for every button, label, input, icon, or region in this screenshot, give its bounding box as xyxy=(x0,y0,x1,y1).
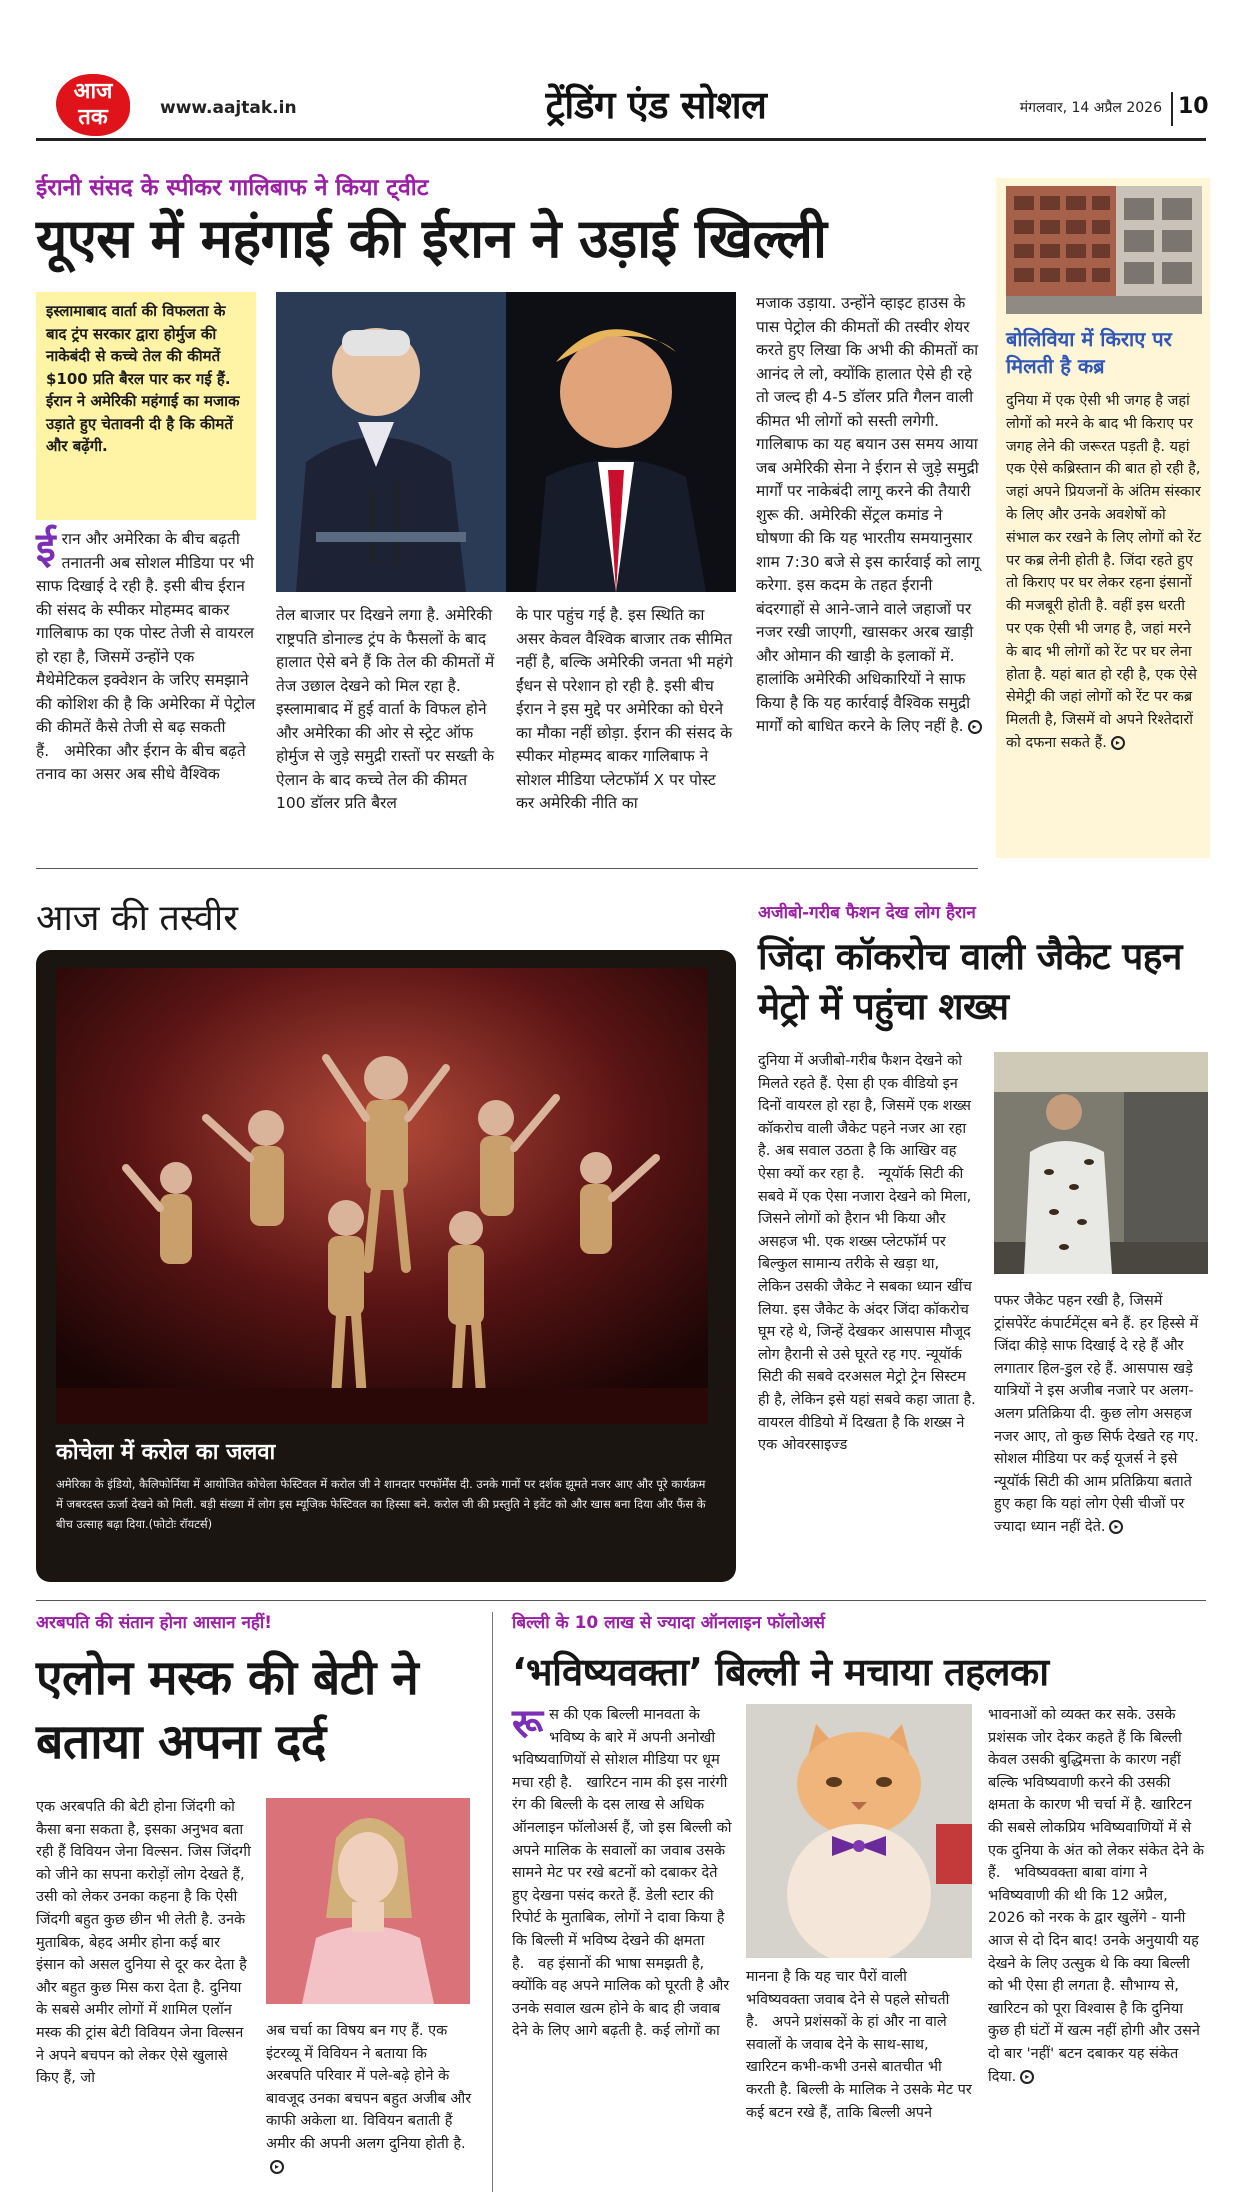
cat-col-1-text: स की एक बिल्ली मानवता के भविष्य के बारे में अपनी अनोखी भविष्यवाणियों से सोशल मीडिया पर धूम मचा रही है. खारिटन नाम की इस नारंगी रंग की बिल्ली के दस लाख से अधिक ऑनलाइन फॉलोअर्स हैं, जो इस बिल्ली को अपने मालिक के सवालों का जवाब उसके सामने मेट पर रखे बटनों को दबाकर देते हुए देखना पसंद करते हैं. डेली स्टार की रिपोर्ट के मुताबिक, लोगों ने दावा किया है कि बिल्ली में भविष्य देखने की क्षमता है. वह इंसानों की भाषा समझती है, क्योंकि वह अपने मालिक को घूरती है और उनके सवाल खत्म होने के बाद ही जवाब देने के लिए आगे बढ़ती है. कई लोगों का xyxy=(512,1707,732,2040)
picture-caption-title: कोचेला में करोल का जलवा xyxy=(56,1440,276,1465)
lead-col-1-text: रान और अमेरिका के बीच बढ़ती तनातनी अब सोशल मीडिया पर भी साफ दिखाई दे रही है. इसी बीच ईरान की संसद के स्पीकर मोहम्मद बाकर गालिबाफ का एक पोस्ट तेजी से वायरल हो रहा है, जिसमें उन्होंने एक मैथेमेटिकल इक्वेशन के जरिए समझाने की कोशिश की है कि अमेरिका में पेट्रोल की कीमतें कैसे तेजी से बढ़ सकती हैं. अमेरिका और ईरान के बीच बढ़ते तनाव का असर अब सीधे वैश्विक xyxy=(36,530,256,783)
page-number: 10 xyxy=(1178,94,1209,119)
sidebar-body xyxy=(1006,390,1202,755)
cemetery-photo xyxy=(1006,186,1202,314)
jacket-col-2-text: पफर जैकेट पहन रखी है, जिसमें ट्रांसपेरेंट कंपार्टमेंट्स बने हैं. हर हिस्से में जिंदा कीड़े साफ दिखाई दे रहे हैं और लगातार हिल-डुल रहे हैं. आसपास खड़े यात्रियों ने इस अजीब नजारे पर अलग-अलग प्रतिक्रिया दी. कुछ लोग असहज नजर आए, तो कुछ सिर्फ देखते रह गए. सोशल मीडिया पर कई यूजर्स ने इसे न्यूयॉर्क सिटी की आम प्रतिक्रिया बताते हुए कहा कि यहां लोग ऐसी चीजों पर ज्यादा ध्यान नहीं देते. xyxy=(994,1293,1199,1535)
aajtak-logo xyxy=(56,74,130,136)
cat-col-3-text: भावनाओं को व्यक्त कर सके. उसके प्रशंसक जोर देकर कहते हैं कि बिल्ली केवल उसकी बुद्धिमत्ता के कारण नहीं बल्कि भविष्यवाणी करने की उसकी क्षमता के कारण भी चर्चा में है. खारिटन की सबसे लोकप्रिय भविष्यवाणियों में से एक दुनिया के अंत को लेकर संकेत देने के हैं. भविष्यवक्ता बाबा वांगा ने भविष्यवाणी की थी कि 12 अप्रैल, 2026 को नरक के द्वार खुलेंगे - यानी आज से दो दिन बाद! उनके अनुयायी यह देखने के लिए उत्सुक थे कि क्या बिल्ली को भी ऐसा ही लगता है. सौभाग्य से, खारिटन को पूरा विश्वास है कि दुनिया कुछ ही घंटों में खत्म नहीं होगी और उसने दो बार 'नहीं' बटन दबाकर यह संकेत दिया. xyxy=(988,1707,1205,2085)
musk-col-2 xyxy=(266,2020,472,2178)
karol-g-performance-image xyxy=(56,968,708,1424)
logo-text-bottom: तक xyxy=(78,105,108,130)
cat-col-2: मानना है कि यह चार पैरों वाली भविष्यवक्ता जवाब देने से पहले सोचती है. अपने प्रशंसकों के हां और ना वाले सवालों के जवाब देने के साथ-साथ, खारिटन कभी-कभी उनसे बातचीत भी करती है. बिल्ली के मालिक ने उसके मेट पर कई बटन रखे हैं, ताकि बिल्ली अपने xyxy=(746,1969,972,2121)
cat-headline: ‘भविष्यवक्ता’ बिल्ली ने मचाया तहलका xyxy=(512,1650,1049,1694)
lead-col-4 xyxy=(756,292,984,739)
musk-col-1: एक अरबपति की बेटी होना जिंदगी को कैसा बना सकता है, इसका अनुभव बता रही हैं विवियन जेना विल्सन. जिस जिंदगी को जीने का सपना करोड़ों लोग देखते हैं, उसी को लेकर उनका कहना है कि ऐसी जिंदगी बहुत कुछ छीन भी लेती है. उनके मुताबिक, बेहद अमीर होना कई बार इंसान को असल दुनिया से दूर कर देता है और बहुत कुछ मिस करा देता है. दुनिया के सबसे अमीर लोगों में शामिल एलॉन मस्क की ट्रांस बेटी विवियन जेना विल्सन ने अपने बचपन को लेकर ऐसे खुलासे किए हैं, जो xyxy=(36,1799,251,2087)
cat-col-3 xyxy=(988,1704,1206,2088)
logo-text-top: आज xyxy=(73,79,113,104)
lead-dropcap: ई xyxy=(36,525,56,571)
section-divider-1 xyxy=(36,868,978,869)
coachella-photo xyxy=(56,968,708,1424)
vertical-divider xyxy=(492,1612,493,2192)
issue-date: मंगलवार, 14 अप्रैल 2026 xyxy=(1019,100,1162,116)
jacket-col-1: दुनिया में अजीबो-गरीब फैशन देखने को मिलते रहते हैं. ऐसा ही एक वीडियो इन दिनों वायरल हो रहा है, जिसमें एक शख्स कॉकरोच वाली जैकेट पहने नजर आ रहा है. अब सवाल उठता है कि आखिर वह ऐसा क्यों कर रहा है. न्यूयॉर्क सिटी की सबवे में एक ऐसा नजारा देखने को मिला, जिसने लोगों को हैरान भी किया और असहज भी. एक शख्स प्लेटफॉर्म पर बिल्कुल सामान्य तरीके से खड़ा था, लेकिन उसकी जैकेट ने सबका ध्यान खींच लिया. इस जैकेट के अंदर जिंदा कॉकरोच घूम रहे थे, जिन्हें देखकर आसपास मौजूद लोग हैरानी से उसे घूरते रह गए. न्यूयॉर्क सिटी की सबवे दरअसल मेट्रो ट्रेन सिस्टम ही है, लेकिन इसे यहां सबवे कहा जाता है. वायरल वीडियो में दिखता है कि शख्स ने एक ओवरसाइज्ड xyxy=(758,1053,976,1454)
lead-col-3: के पार पहुंच गई है. इस स्थिति का असर केवल वैश्विक बाजार तक सीमित नहीं है, बल्कि अमेरिकी जनता भी महंगे ईंधन से परेशान हो रही है. इसी बीच ईरान ने इस मुद्दे पर अमेरिका को घेरने का मौका नहीं छोड़ा. ईरान की संसद के स्पीकर मोहम्मद बाकर गालिबाफ ने सोशल मीडिया प्लेटफॉर्म X पर पोस्ट कर अमेरिकी नीति का xyxy=(516,606,733,812)
cat-kicker: बिल्ली के 10 लाख से ज्यादा ऑनलाइन फॉलोअर्स xyxy=(512,1613,826,1633)
cemetery-niches-image xyxy=(1006,186,1202,314)
ghalibaf-trump-photo xyxy=(276,292,736,592)
cat-dropcap: रू xyxy=(512,1701,544,1747)
jacket-headline: जिंदा कॉकरोच वाली जैकेट पहन मेट्रो में पहुंचा शख्स xyxy=(758,935,1182,1028)
picture-section-title: आज की तस्वीर xyxy=(36,898,238,939)
lead-highlight-box xyxy=(36,292,256,520)
jacket-col-2 xyxy=(994,1290,1208,1539)
lead-headline: यूएस में महंगाई की ईरान ने उड़ाई खिल्ली xyxy=(36,207,827,270)
header-divider xyxy=(1171,92,1173,126)
site-url[interactable]: www.aajtak.in xyxy=(160,98,297,118)
sidebar-body-text: दुनिया में एक ऐसी भी जगह है जहां लोगों को मरने के बाद भी किराए पर जगह लेने की जरूरत पड़ती है. यहां एक ऐसे कब्रिस्तान की बात हो रही है, जहां अपने प्रियजनों के अंतिम संस्कार के लिए और उनके अवशेषों को संभाल कर रखने के लिए लोगों को रेंट पर कब्र लेनी होती है. जिंदा रहते हुए तो किराए पर घर लेकर रहना इंसानों की मजबूरी होती है. वहीं इस धरती पर एक ऐसी भी जगह है, जहां मरने के बाद भी लोगों को रेंट पर घर लेना होता है. यहां बात हो रही है, एक ऐसे सेमेट्री की जहां लोगों को रेंट पर कब्र मिलती है, जिसमें वो अपने रिश्तेदारों को दफना सकते हैं. xyxy=(1006,393,1202,751)
lead-col-2: तेल बाजार पर दिखने लगा है. अमेरिकी राष्ट्रपति डोनाल्ड ट्रंप के फैसलों के बाद हालात ऐसे बने हैं कि तेल की कीमतों में तेज उछाल देखने को मिल रहा है. इस्लामाबाद में हुई वार्ता के विफल होने और अमेरिका की ओर से स्ट्रेट ऑफ होर्मुज से जुड़े समुद्री रास्तों पर सख्ती के ऐलान के बाद कच्चे तेल की कीमत 100 डॉलर प्रति बैरल xyxy=(276,606,495,812)
kharitoon-cat-image xyxy=(746,1704,972,1958)
masthead-rule xyxy=(36,138,1206,141)
sidebar-headline: बोलिविया में किराए पर मिलती है कब्र xyxy=(1006,327,1172,378)
lead-col-4-text: मजाक उड़ाया. उन्होंने व्हाइट हाउस के पास पेट्रोल की कीमतों की तस्वीर शेयर करते हुए लिखा कि अभी की कीमतों का आनंद ले लो, क्योंकि हालात ऐसे ही रहे तो जल्द ही 4-5 डॉलर प्रति गैलन वाली कीमत भी लोगों को सस्ती लगेगी. गालिबाफ का यह बयान उस समय आया जब अमेरिकी सेना ने ईरान से जुड़े समुद्री मार्गों पर नाकेबंदी लागू करने की तैयारी शुरू की. अमेरिकी सेंट्रल कमांड ने घोषणा की कि यह भारतीय समयानुसार शाम 7:30 बजे से इस कार्रवाई को लागू करेगा. इस कदम के तहत ईरानी बंदरगाहों से आने-जाने वाले जहाजों पर नजर रखी जाएगी, खासकर अरब खाड़ी और ओमान की खाड़ी के इलाकों में. हालांकि अमेरिकी अधिकारियों ने साफ किया है कि यह कार्रवाई वैश्विक समुद्री मार्गों को बाधित करने के लिए नहीं है. xyxy=(756,294,980,735)
section-divider-2 xyxy=(36,1600,1206,1601)
end-mark-icon: ▸ xyxy=(1109,1520,1123,1534)
end-mark-icon: ▸ xyxy=(968,720,982,734)
picture-caption-body: अमेरिका के इंडियो, कैलिफोर्निया में आयोजित कोचेला फेस्टिवल में करोल जी ने शानदार परफॉर्मेंस दी. उनके गानों पर दर्शक झूमते नजर आए और पूरे कार्यक्रम में जबरदस्त ऊर्जा देखने को मिली. बड़ी संख्या में लोग इस म्यूजिक फेस्टिवल का हिस्सा बने. करोल जी की प्रस्तुति ने इवेंट को और खास बना दिया और फैंस के बीच उत्साह बढ़ा दिया.(फोटोः रॉयटर्स) xyxy=(56,1477,706,1531)
end-mark-icon: ▸ xyxy=(270,2160,284,2174)
lead-photo xyxy=(276,292,736,592)
end-mark-icon: ▸ xyxy=(1111,736,1125,750)
section-title: ट्रेंडिंग एंड सोशल xyxy=(545,83,767,127)
lead-col-1 xyxy=(36,525,256,787)
masthead xyxy=(36,72,1209,138)
jacket-photo xyxy=(994,1052,1208,1274)
musk-headline: एलोन मस्क की बेटी ने बताया अपना दर्द xyxy=(36,1650,419,1770)
vivian-wilson-portrait-image xyxy=(266,1798,470,2004)
musk-col-2-text: अब चर्चा का विषय बन गए हैं. एक इंटरव्यू में विवियन ने बताया कि अरबपति परिवार में पले-बढ़े होने के बावजूद उनका बचपन बहुत अजीब और काफी अकेला था. विवियन बताती हैं अमीर की अपनी अलग दुनिया होती है. xyxy=(266,2023,472,2152)
musk-kicker: अरबपति की संतान होना आसान नहीं! xyxy=(36,1613,273,1633)
lead-highlight-text: इस्लामाबाद वार्ता की विफलता के बाद ट्रंप सरकार द्वारा होर्मुज की नाकेबंदी से कच्चे तेल की कीमतें $100 प्रति बैरल पार कर गई हैं. ईरान ने अमेरिकी महंगाई का मजाक उड़ाते हुए चेतावनी दी है कि कीमतें और बढ़ेंगी. xyxy=(46,302,240,455)
cat-photo xyxy=(746,1704,972,1958)
cat-col-1 xyxy=(512,1701,732,2043)
cockroach-jacket-subway-image xyxy=(994,1052,1208,1274)
jacket-kicker: अजीबो-गरीब फैशन देख लोग हैरान xyxy=(758,903,976,923)
lead-kicker: ईरानी संसद के स्पीकर गालिबाफ ने किया ट्वीट xyxy=(36,175,429,201)
end-mark-icon: ▸ xyxy=(1020,2070,1034,2084)
vivian-photo xyxy=(266,1798,470,2004)
